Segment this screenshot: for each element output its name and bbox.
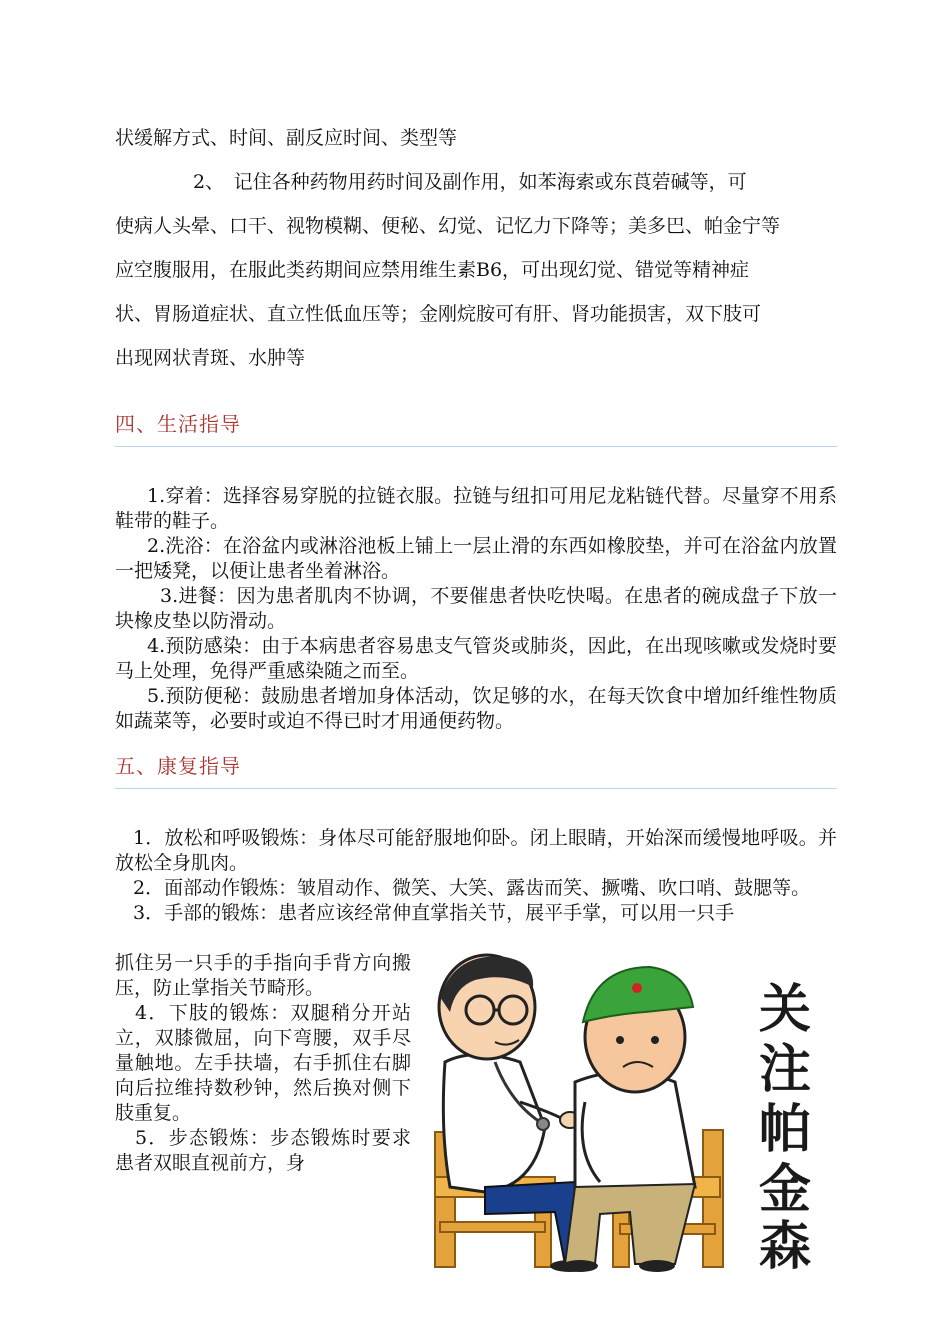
- divider: [115, 446, 837, 447]
- text-line: 出现网状青斑、水肿等: [115, 347, 306, 369]
- list-item: 2.洗浴：在浴盆内或淋浴池板上铺上一层止滑的东西如橡胶垫，并可在浴盆内放置一把矮凳，以便让患者坐着淋浴。: [115, 535, 837, 582]
- list-item: 3.进餐：因为患者肌肉不协调，不要催患者快吃快喝。在患者的碗成盘子下放一块橡皮垫以防滑动。: [115, 585, 837, 632]
- list-item: 1．放松和呼吸锻炼：身体尽可能舒服地仰卧。闭上眼睛，开始深而缓慢地呼吸。并放松全身肌肉。: [115, 827, 837, 874]
- list-item: 4．下肢的锻炼：双腿稍分开站立，双膝微屈，向下弯腰，双手尽量触地。左手扶墙，右手抓住右脚向后拉维持数秒钟，然后换对侧下肢重复。: [115, 1002, 411, 1124]
- caption-char: 森: [758, 1217, 812, 1272]
- list-item: 4.预防感染：由于本病患者容易患支气管炎或肺炎，因此，在出现咳嗽或发烧时要马上处理，免得严重感染随之而至。: [115, 635, 837, 682]
- caption-char: 注: [758, 1040, 812, 1100]
- list-item: 3．手部的锻炼：患者应该经常伸直掌指关节，展平手掌，可以用一只手: [133, 902, 735, 924]
- text-line: 使病人头晕、口干、视物模糊、便秘、幻觉、记忆力下降等；美多巴、帕金宁等: [115, 215, 781, 237]
- list-item: 抓住另一只手的手指向手背方向搬压，防止掌指关节畸形。: [115, 952, 411, 999]
- text-line: 状缓解方式、时间、副反应时间、类型等: [115, 127, 458, 149]
- list-item: 5.预防便秘：鼓励患者增加身体活动，饮足够的水，在每天饮食中增加纤维性物质如蔬菜等，必要时或迫不得已时才用通便药物。: [115, 685, 837, 732]
- text-line: 状、胃肠道症状、直立性低血压等；金刚烷胺可有肝、肾功能损害，双下肢可: [115, 303, 762, 325]
- text-line: 应空腹服用，在服此类药期间应禁用维生素B6，可出现幻觉、错觉等精神症: [115, 259, 750, 281]
- caption-char: 帕: [758, 1100, 812, 1160]
- rehab-guidance-list: [115, 826, 837, 926]
- section-heading-rehab-guidance: 五、康复指导: [115, 754, 241, 778]
- text-line: 2、 记住各种药物用药时间及副作用，如苯海索或东莨菪碱等，可: [193, 171, 747, 193]
- life-guidance-list: [115, 484, 837, 734]
- section-heading-life-guidance: 四、生活指导: [115, 412, 241, 436]
- list-item: 5．步态锻炼：步态锻炼时要求患者双眼直视前方，身: [115, 1127, 411, 1174]
- list-item: 2．面部动作锻炼：皱眉动作、微笑、大笑、露齿而笑、撅嘴、吹口哨、鼓腮等。: [133, 877, 811, 899]
- caption-char: 金: [758, 1160, 812, 1220]
- rehab-guidance-list-wrapped: [115, 951, 411, 1176]
- list-item: 1.穿着：选择容易穿脱的拉链衣服。拉链与纽扣可用尼龙粘链代替。尽量穿不用系鞋带的鞋子。: [115, 485, 837, 532]
- vertical-caption: [759, 980, 811, 1272]
- intro-paragraph: [115, 116, 837, 380]
- divider: [115, 788, 837, 789]
- illustration-svg: [425, 952, 837, 1272]
- doctor-patient-illustration: [425, 952, 837, 1272]
- caption-char: 关: [758, 980, 812, 1040]
